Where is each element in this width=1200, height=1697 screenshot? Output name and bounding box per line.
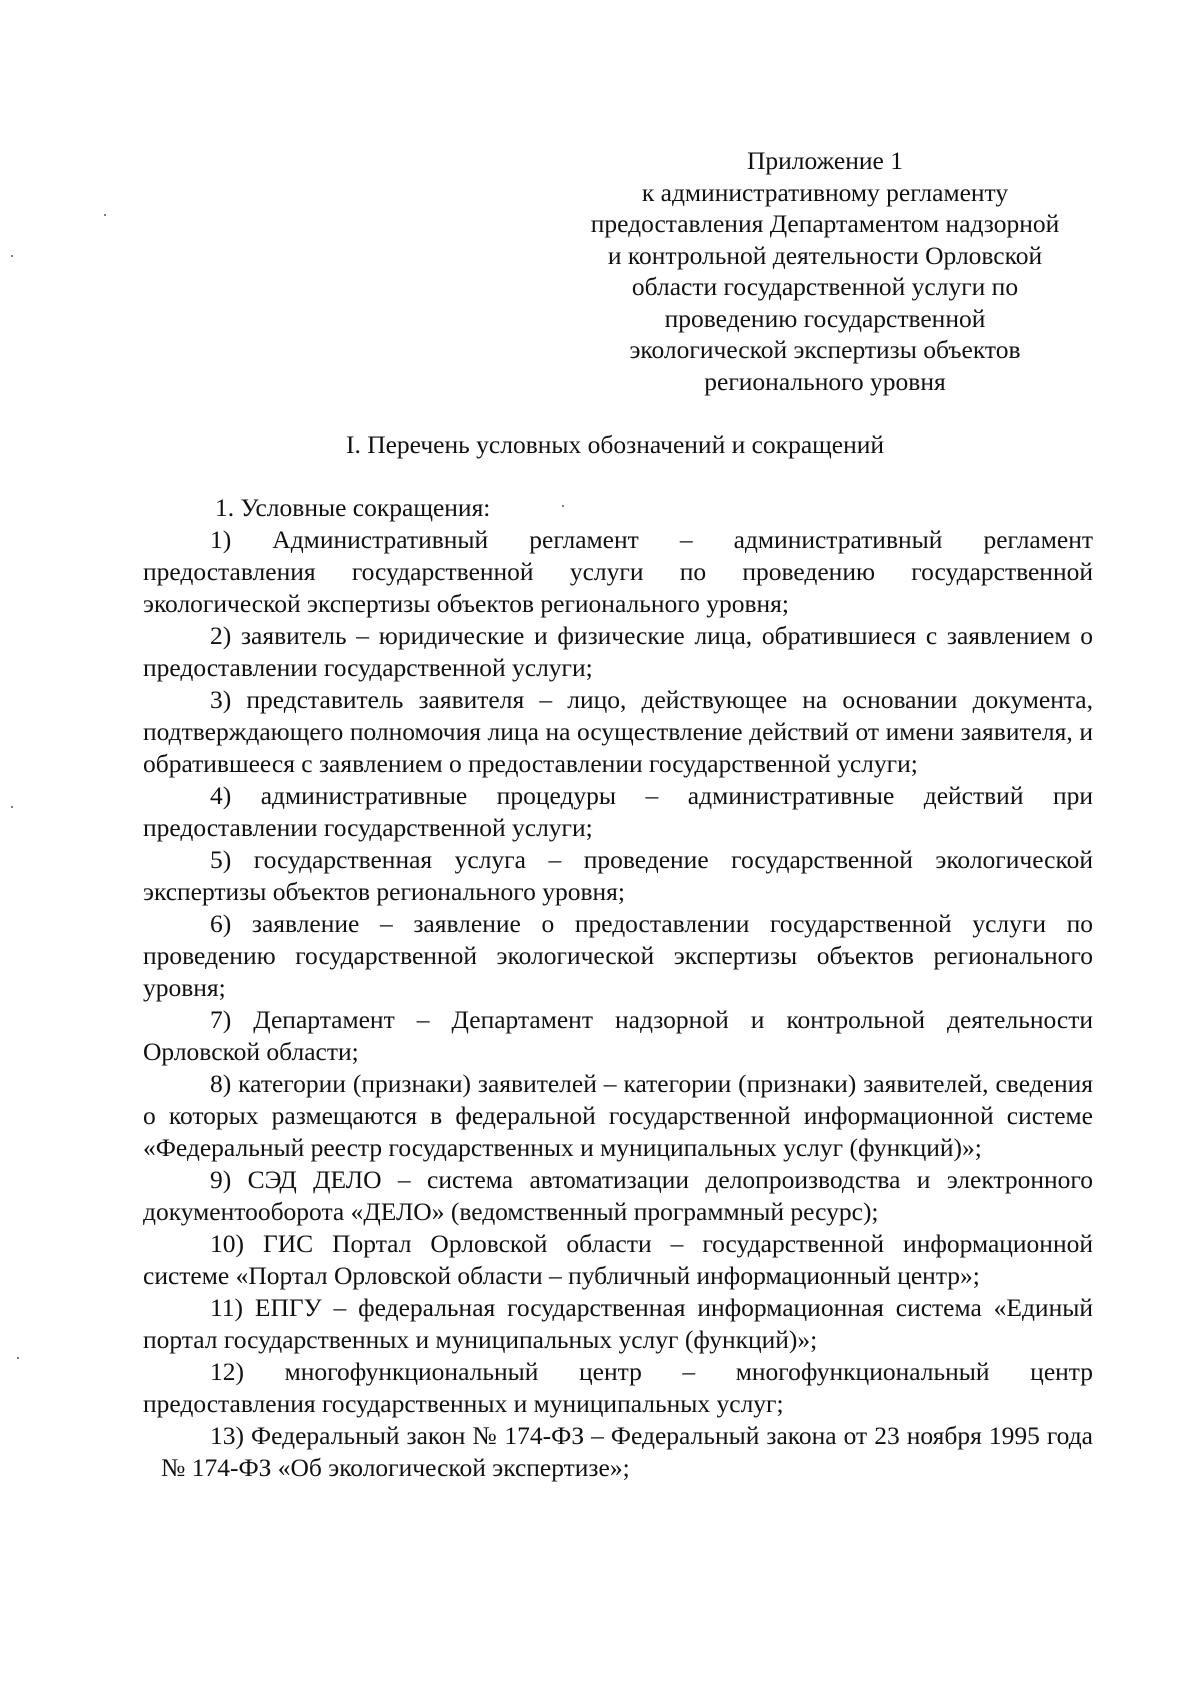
list-item: 4) административные процедуры – административные действий при предоставлении государственной услуги; <box>143 781 1093 842</box>
list-item: 8) категории (признаки) заявителей – категории (признаки) заявителей, сведения о которых размещаются в федеральной государственной информационной системе «Федеральный реестр государственных и муниципальных услуг (функций)»; <box>143 1069 1093 1162</box>
list-item: 3) представитель заявителя – лицо, действующее на основании документа, подтверждающего полномочия лица на осуществление действий от имени заявителя, и обратившееся с заявлением о предоставлении государственной услуги; <box>143 685 1093 778</box>
list-intro: 1. Условные сокращения: <box>215 493 491 522</box>
section-title: I. Перечень условных обозначений и сокращений <box>345 430 885 459</box>
appendix-line: регионального уровня <box>704 366 946 396</box>
appendix-line: проведению государственной <box>664 303 986 333</box>
list-item: 13) Федеральный закон № 174-ФЗ – Федеральный закона от 23 ноября 1995 года № 174-ФЗ «Об экологической экспертизе»; <box>161 1421 1093 1482</box>
appendix-line: к административному регламенту <box>641 177 1009 207</box>
list-item: 7) Департамент – Департамент надзорной и контрольной деятельности Орловской области; <box>143 1005 1093 1066</box>
document-body <box>143 492 1093 1484</box>
appendix-line: предоставления Департаментом надзорной <box>590 209 1060 238</box>
list-item: 1) Административный регламент – административный регламент предоставления государственной услуги по проведению государственной экологической экспертизы объектов регионального уровня; <box>143 525 1093 618</box>
scan-speck <box>11 806 13 808</box>
list-item: 5) государственная услуга – проведение государственной экологической экспертизы объектов регионального уровня; <box>143 845 1093 906</box>
appendix-header <box>560 145 1090 397</box>
appendix-line: и контрольной деятельности Орловской <box>607 240 1043 270</box>
list-item: 9) СЭД ДЕЛО – система автоматизации делопроизводства и электронного документооборота «ДЕЛО» (ведомственный программный ресурс); <box>143 1165 1093 1226</box>
list-item: 2) заявитель – юридические и физические лица, обратившиеся с заявлением о предоставлении государственной услуги; <box>143 621 1093 682</box>
appendix-line: экологической экспертизы объектов <box>629 335 1021 364</box>
appendix-line: области государственной услуги по <box>631 272 1019 301</box>
list-item: 11) ЕПГУ – федеральная государственная информационная система «Единый портал государственных и муниципальных услуг (функций)»; <box>143 1293 1093 1354</box>
list-item: 6) заявление – заявление о предоставлении государственной услуги по проведению государственной экологической экспертизы объектов регионального уровня; <box>143 909 1093 1002</box>
scan-speck <box>562 505 564 507</box>
scan-speck <box>11 255 13 257</box>
list-item: 12) многофункциональный центр – многофункциональный центр предоставления государственных и муниципальных услуг; <box>143 1357 1093 1418</box>
scan-speck <box>104 214 106 216</box>
appendix-line: Приложение 1 <box>747 146 903 175</box>
list-item: 10) ГИС Портал Орловской области – государственной информационной системе «Портал Орловской области – публичный информационный центр»; <box>143 1229 1093 1290</box>
scan-speck <box>17 1357 19 1359</box>
